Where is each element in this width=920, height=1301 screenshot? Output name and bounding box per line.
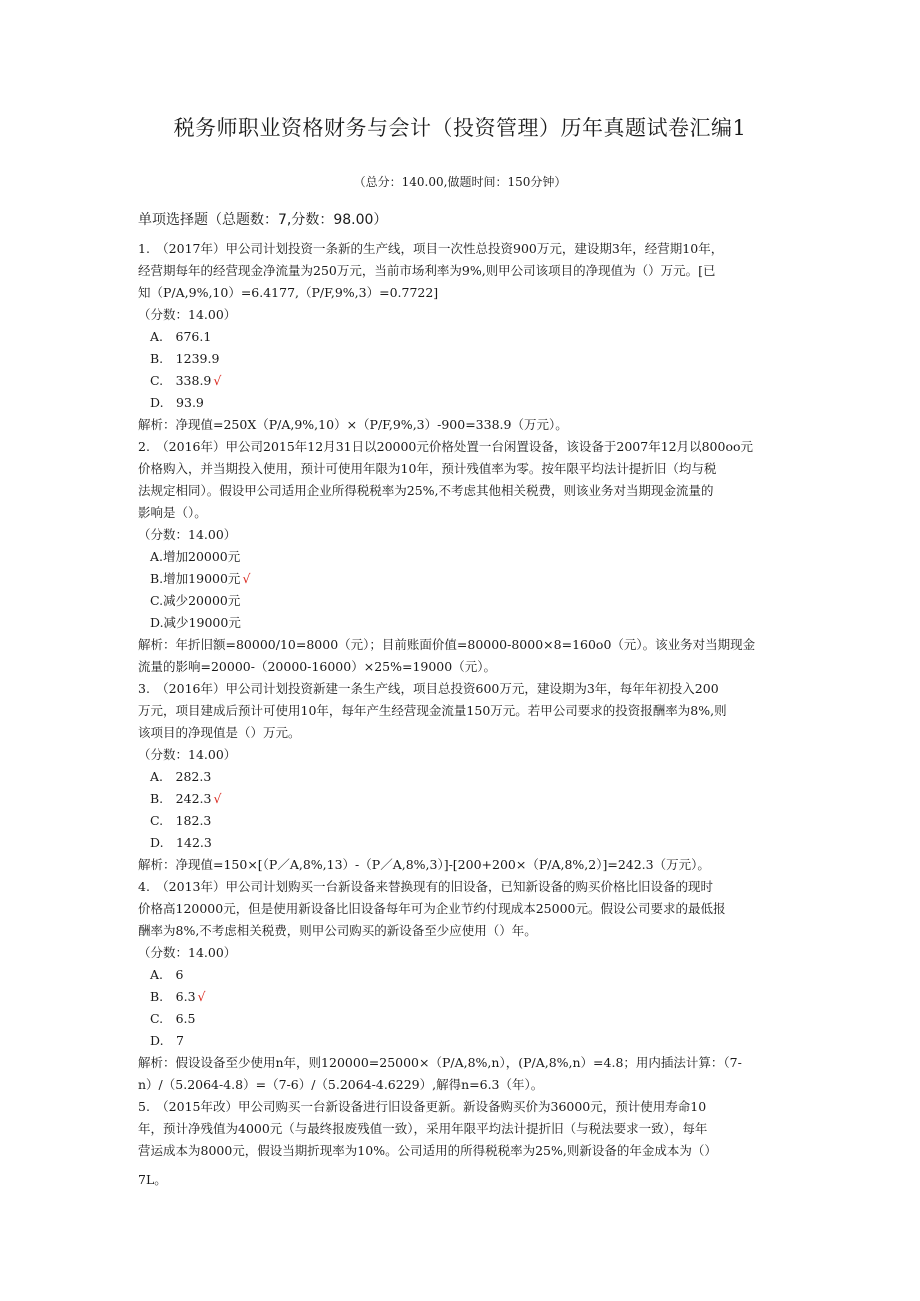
question-stem-line: 1. （2017年）甲公司计划投资一条新的生产线，项目一次性总投资900万元，建设期3年，经营期10年，	[138, 241, 724, 256]
option-text: D. 142.3	[150, 835, 212, 850]
option-text: C. 182.3	[150, 813, 212, 828]
option-text: B.增加19000元	[150, 571, 241, 586]
answer-option	[138, 810, 778, 832]
option-text: A. 6	[150, 967, 184, 982]
analysis-line: 流量的影响=20000-（20000-16000）×25%=19000（元）。	[138, 659, 496, 674]
answer-option	[138, 964, 778, 986]
option-text: D. 7	[150, 1033, 185, 1048]
option-text: B. 6.3	[150, 989, 196, 1004]
answer-option	[138, 766, 778, 788]
answer-option	[138, 612, 778, 634]
question-stem-line: 该项目的净现值是（）万元。	[138, 725, 301, 740]
analysis-line: 解析：净现值=150×[（P／A,8%,13）-（P／A,8%,3）]-[200+200×（P/A,8%,2）]=242.3（万元）。	[138, 857, 710, 872]
correct-check-icon: √	[213, 373, 222, 388]
option-text: C. 338.9	[150, 373, 212, 388]
option-text: B. 242.3	[150, 791, 212, 806]
answer-option	[138, 986, 778, 1008]
analysis-line: 解析：年折旧额=80000/10=8000（元）；目前账面价值=80000-8000×8=160o0（元）。该业务对当期现金	[138, 637, 756, 652]
page-footer: 7L。	[138, 1172, 167, 1187]
question-stem-line: 5. （2015年改）甲公司购买一台新设备进行旧设备更新。新设备购买价为36000元，预计使用寿命10	[138, 1099, 707, 1114]
question-stem-line: 2. （2016年）甲公司2015年12月31日以20000元价格处置一台闲置设备，该设备于2007年12月以800oo元	[138, 439, 754, 454]
question-score: （分数：14.00）	[138, 747, 237, 762]
correct-check-icon: √	[213, 791, 222, 806]
question-list	[138, 238, 778, 1162]
option-text: C. 6.5	[150, 1011, 196, 1026]
answer-option	[138, 788, 778, 810]
question-stem-line: 影响是（）。	[138, 505, 207, 520]
answer-option	[138, 568, 778, 590]
answer-option	[138, 590, 778, 612]
question-score: （分数：14.00）	[138, 307, 237, 322]
answer-option	[138, 370, 778, 392]
question-stem-line: 经营期每年的经营现金净流量为250万元，当前市场利率为9%,则甲公司该项目的净现值为（）万元。[已	[138, 263, 716, 278]
question-stem-line: 年，预计净残值为4000元（与最终报废残值一致），采用年限平均法计提折旧（与税法要求一致），每年	[138, 1121, 708, 1136]
question-score: （分数：14.00）	[138, 945, 237, 960]
question-stem-line: 法规定相同）。假设甲公司适用企业所得税税率为25%,不考虑其他相关税费，则该业务对当期现金流量的	[138, 483, 714, 498]
analysis-line: n）/（5.2064-4.8）=（7-6）/（5.2064-4.6229）,解得n=6.3（年）。	[138, 1077, 544, 1092]
answer-option	[138, 392, 778, 414]
question-stem-line: 4. （2013年）甲公司计划购买一台新设备来替换现有的旧设备，已知新设备的购买价格比旧设备的现时	[138, 879, 713, 894]
analysis-line: 解析：净现值=250X（P/A,9%,10）×（P/F,9%,3）-900=338.9（万元）。	[138, 417, 568, 432]
question-stem-line: 价格购入，并当期投入使用，预计可使用年限为10年，预计残值率为零。按年限平均法计提折旧（均与税	[138, 461, 717, 476]
analysis-line: 解析：假设设备至少使用n年，则120000=25000×（P/A,8%,n），(P/A,8%,n）=4.8；用内插法计算：（7-	[138, 1055, 742, 1070]
answer-option	[138, 1008, 778, 1030]
answer-option	[138, 1030, 778, 1052]
exam-info: （总分：140.00,做题时间：150分钟）	[353, 175, 567, 189]
page-title: 税务师职业资格财务与会计（投资管理）历年真题试卷汇编1	[173, 116, 747, 140]
section-heading: 单项选择题（总题数：7,分数：98.00）	[138, 212, 388, 228]
option-text: A.增加20000元	[150, 549, 241, 564]
answer-option	[138, 326, 778, 348]
question-stem-line: 价格高120000元，但是使用新设备比旧设备每年可为企业节约付现成本25000元。假设公司要求的最低报	[138, 901, 726, 916]
question-stem-line: 酬率为8%,不考虑相关税费，则甲公司购买的新设备至少应使用（）年。	[138, 923, 537, 938]
question-stem-line: 营运成本为8000元，假设当期折现率为10%。公司适用的所得税税率为25%,则新设备的年金成本为（）	[138, 1143, 717, 1158]
option-text: D. 93.9	[150, 395, 204, 410]
correct-check-icon: √	[242, 571, 251, 586]
question-score: （分数：14.00）	[138, 527, 237, 542]
answer-option	[138, 832, 778, 854]
option-text: C.减少20000元	[150, 593, 241, 608]
option-text: A. 282.3	[150, 769, 212, 784]
option-text: B. 1239.9	[150, 351, 220, 366]
answer-option	[138, 546, 778, 568]
correct-check-icon: √	[197, 989, 206, 1004]
option-text: D.减少19000元	[150, 615, 241, 630]
question-stem-line: 万元，项目建成后预计可使用10年，每年产生经营现金流量150万元。若甲公司要求的投资报酬率为8%,则	[138, 703, 727, 718]
option-text: A. 676.1	[150, 329, 212, 344]
question-stem-line: 知（P/A,9%,10）=6.4177,（P/F,9%,3）=0.7722]	[138, 285, 439, 300]
answer-option	[138, 348, 778, 370]
question-stem-line: 3. （2016年）甲公司计划投资新建一条生产线，项目总投资600万元，建设期为3年，每年年初投入200	[138, 681, 719, 696]
